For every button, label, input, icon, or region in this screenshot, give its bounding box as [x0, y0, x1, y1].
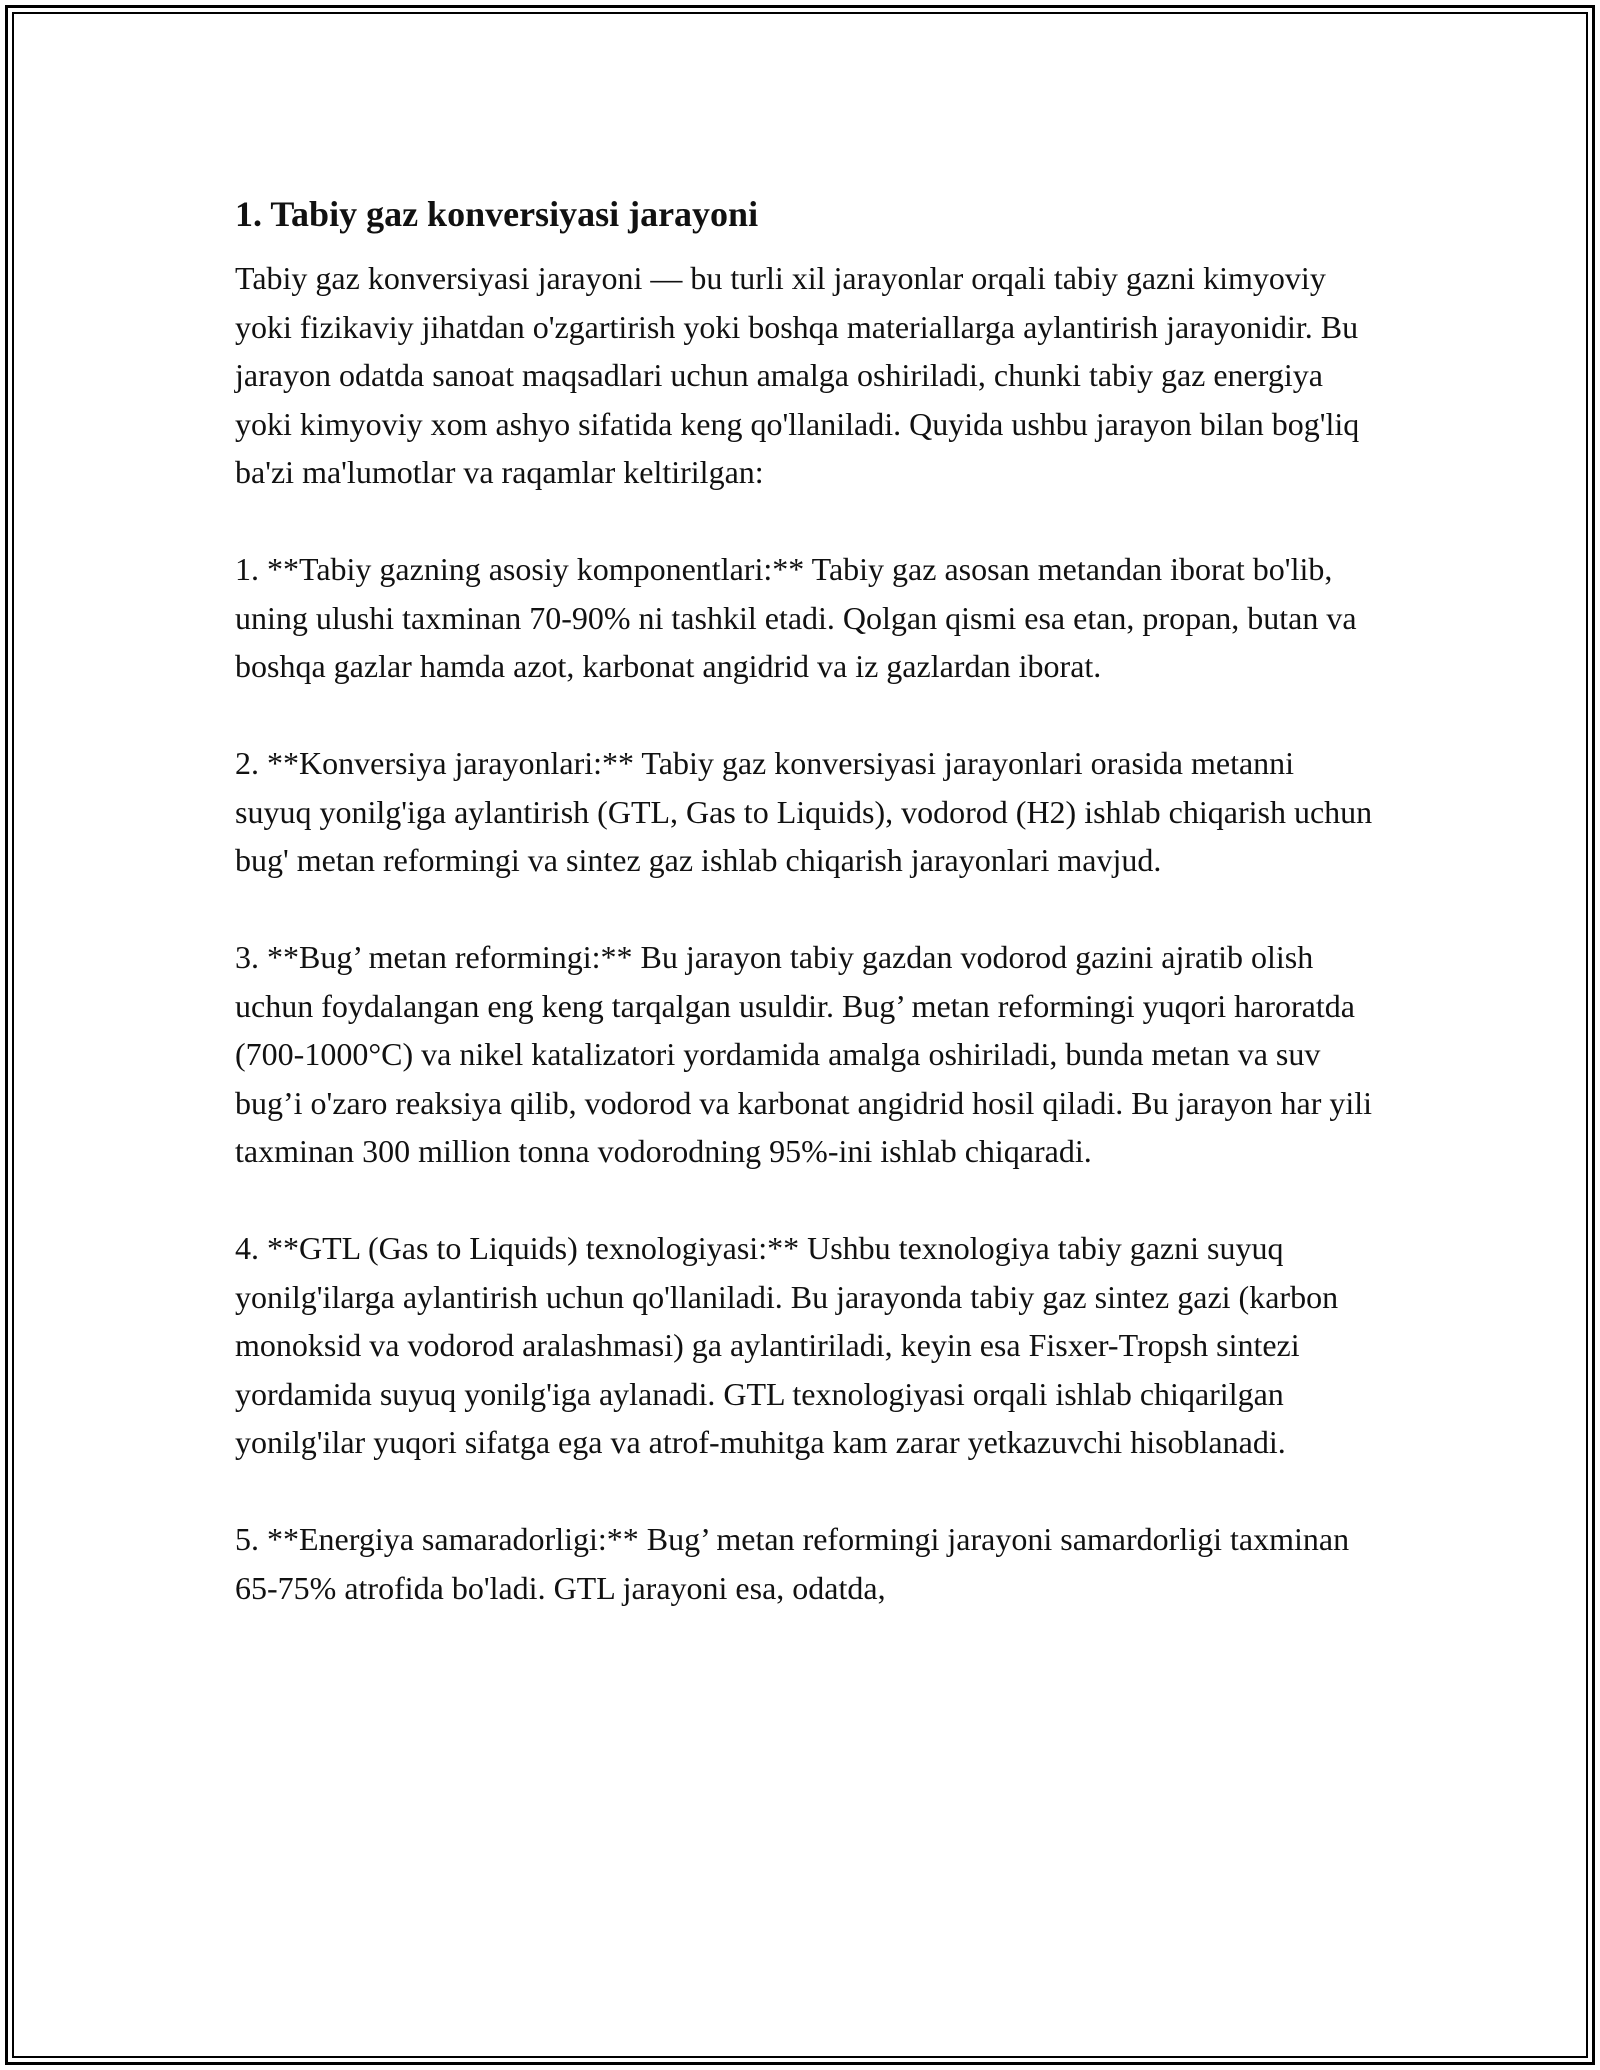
paragraph-gtl-technology: 4. **GTL (Gas to Liquids) texnologiyasi:** Ushbu texnologiya tabiy gazni suyuq yonilg'ilarga aylantirish uchun qo'llaniladi. Bu jarayonda tabiy gaz sintez gazi (karbon monoksid va vodorod aralashmasi) ga aylantiriladi, keyin esa Fisxer-Tropsh sintezi yordamida suyuq yonilg'iga aylanadi. GTL texnologiyasi orqali ishlab chiqarilgan yonilg'ilar yuqori sifatga ega va atrof-muhitga kam zarar yetkazuvchi hisoblanadi. — [235, 1230, 1339, 1460]
document-body — [235, 188, 1375, 1661]
paragraph-energy-efficiency: 5. **Energiya samaradorligi:** Bug’ metan reformingi jarayoni samardorligi taxminan 65-75% atrofida bo'ladi. GTL jarayoni esa, odatda, — [235, 1521, 1350, 1606]
section-heading: 1. Tabiy gaz konversiyasi jarayoni — [235, 194, 759, 234]
paragraph-steam-methane-reforming: 3. **Bug’ metan reformingi:** Bu jarayon tabiy gazdan vodorod gazini ajratib olish uchun foydalangan eng keng tarqalgan usuldir. Bug’ metan reformingi yuqori haroratda (700-1000°C) va nikel katalizatori yordamida amalga oshiriladi, bunda metan va suv bug’i o'zaro reaksiya qilib, vodorod va karbonat angidrid hosil qiladi. Bu jarayon har yili taxminan 300 million tonna vodorodning 95%-ini ishlab chiqaradi. — [235, 939, 1373, 1169]
paragraph-conversion-processes: 2. **Konversiya jarayonlari:** Tabiy gaz konversiyasi jarayonlari orasida metanni suyuq yonilg'iga aylantirish (GTL, Gas to Liquids), vodorod (H2) ishlab chiqarish uchun bug' metan reformingi va sintez gaz ishlab chiqarish jarayonlari mavjud. — [235, 745, 1373, 878]
intro-paragraph: Tabiy gaz konversiyasi jarayoni — bu turli xil jarayonlar orqali tabiy gazni kimyoviy yoki fizikaviy jihatdan o'zgartirish yoki boshqa materiallarga aylantirish jarayonidir. Bu jarayon odatda sanoat maqsadlari uchun amalga oshiriladi, chunki tabiy gaz energiya yoki kimyoviy xom ashyo sifatida keng qo'llaniladi. Quyida ushbu jarayon bilan bog'liq ba'zi ma'lumotlar va raqamlar keltirilgan: — [235, 260, 1360, 490]
paragraph-gas-components: 1. **Tabiy gazning asosiy komponentlari:** Tabiy gaz asosan metandan iborat bo'lib, uning ulushi taxminan 70-90% ni tashkil etadi. Qolgan qismi esa etan, propan, butan va boshqa gazlar hamda azot, karbonat angidrid va iz gazlardan iborat. — [235, 551, 1357, 684]
